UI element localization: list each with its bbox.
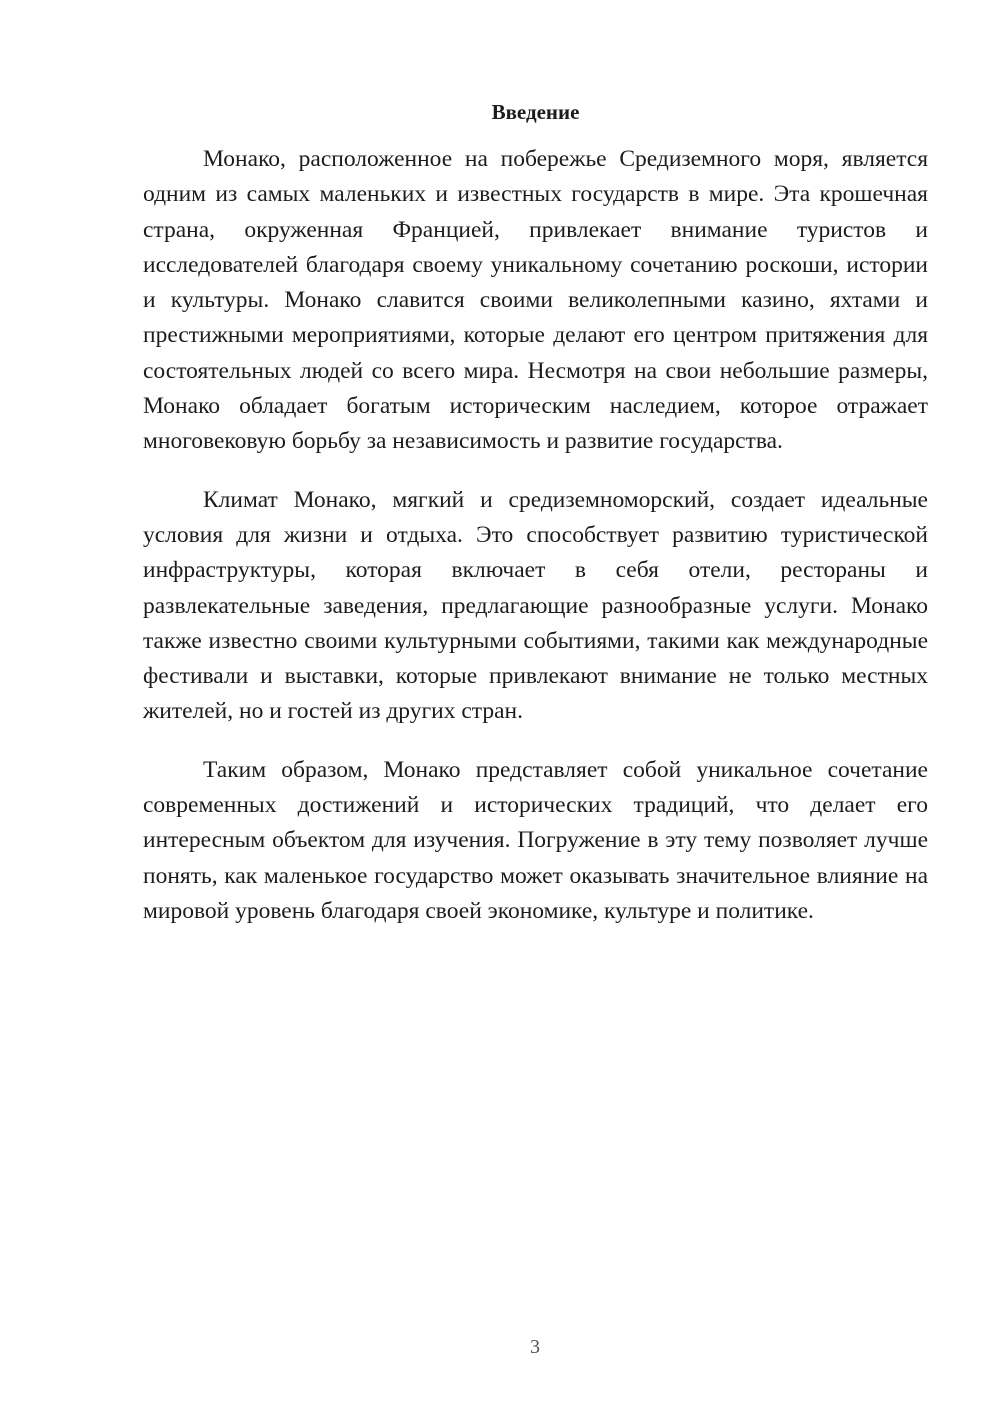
paragraph-3: Таким образом, Монако представляет собой уникальное сочетание современных достижений и исторических традиций, что делает его интересным объектом для изучения. Погружение в эту тему позволяет лучше понять, как маленькое государство может оказывать значительное влияние на мировой уровень благодаря своей экономике, культуре и политике. (143, 756, 928, 924)
paragraph-1: Монако, расположенное на побережье Средиземного моря, является одним из самых маленьких и известных государств в мире. Эта крошечная страна, окруженная Францией, привлекает внимание туристов и исследователей благодаря своему уникальному сочетанию роскоши, истории и культуры. Монако славится своими великолепными казино, яхтами и престижными мероприятиями, которые делают его центром притяжения для состоятельных людей со всего мира. Несмотря на свои небольшие размеры, Монако обладает богатым историческим наследием, которое отражает многовековую борьбу за независимость и развитие государства. (143, 146, 928, 455)
section-title: Введение (491, 100, 580, 124)
body-text (143, 142, 928, 952)
page-number: 3 (530, 1336, 540, 1358)
paragraph-2: Климат Монако, мягкий и средиземноморский, создает идеальные условия для жизни и отдыха. Это способствует развитию туристической инфраструктуры, которая включает в себя отели, рестораны и развлекательные заведения, предлагающие разнообразные услуги. Монако также известно своими культурными событиями, такими как международные фестивали и выставки, которые привлекают внимание не только местных жителей, но и гостей из других стран. (143, 486, 928, 725)
